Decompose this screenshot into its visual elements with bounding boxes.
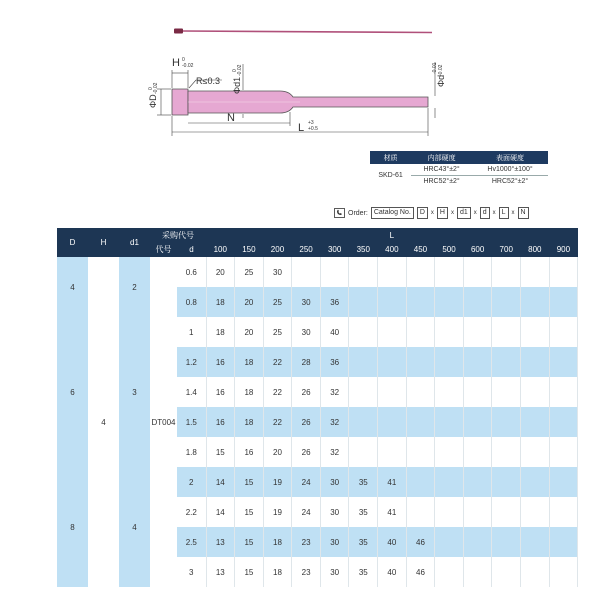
header-L-value: 800 <box>521 242 550 257</box>
order-L: L <box>499 207 509 219</box>
cell-N-value: 30 <box>320 527 349 557</box>
cell-N-value <box>463 347 492 377</box>
pin-overview <box>174 29 432 34</box>
svg-text:0: 0 <box>182 57 185 63</box>
cell-N-value: 41 <box>378 467 407 497</box>
cell-N-value <box>521 407 550 437</box>
cell-N-value <box>292 257 321 287</box>
surface-hardness-header: 表面硬度 <box>472 151 548 164</box>
header-L-value: 200 <box>263 242 292 257</box>
header-L-value: 700 <box>492 242 521 257</box>
cell-N-value <box>492 347 521 377</box>
dimension-table <box>57 228 578 587</box>
svg-text:-0.02: -0.02 <box>438 64 444 76</box>
cell-N-value <box>378 257 407 287</box>
cell-N-value <box>378 287 407 317</box>
cell-N-value <box>492 317 521 347</box>
label-N: N <box>227 112 235 124</box>
cell-d1: 2 <box>119 257 150 317</box>
cell-N-value <box>521 317 550 347</box>
cell-N-value: 20 <box>263 437 292 467</box>
cell-N-value <box>521 437 550 467</box>
cell-N-value <box>492 407 521 437</box>
cell-N-value: 18 <box>206 317 235 347</box>
cell-N-value: 24 <box>292 497 321 527</box>
cell-N-value <box>463 377 492 407</box>
cell-N-value: 28 <box>292 347 321 377</box>
cell-N-value <box>435 497 464 527</box>
cell-N-value <box>349 407 378 437</box>
cell-N-value <box>378 377 407 407</box>
cell-N-value <box>492 377 521 407</box>
table-row <box>57 317 578 347</box>
cell-N-value <box>492 527 521 557</box>
cell-N-value: 22 <box>263 347 292 377</box>
cell-N-value <box>378 347 407 377</box>
cell-N-value <box>549 467 578 497</box>
cell-N-value: 20 <box>235 317 264 347</box>
order-N: N <box>518 207 529 219</box>
cell-N-value <box>435 317 464 347</box>
cell-N-value <box>549 347 578 377</box>
cell-N-value <box>492 437 521 467</box>
header-L-value: 900 <box>549 242 578 257</box>
order-d: d <box>480 207 490 219</box>
header-L-value: 400 <box>378 242 407 257</box>
cell-N-value <box>549 377 578 407</box>
material-header: 材质 <box>370 151 411 164</box>
cell-N-value <box>378 317 407 347</box>
header-D: D <box>57 228 88 257</box>
cell-d: 1 <box>177 317 206 347</box>
cell-N-value: 40 <box>378 527 407 557</box>
order-label: Order: <box>348 209 368 217</box>
cell-N-value: 25 <box>235 257 264 287</box>
cell-N-value: 35 <box>349 497 378 527</box>
cell-N-value: 18 <box>235 377 264 407</box>
cell-N-value: 35 <box>349 557 378 587</box>
cell-N-value <box>549 557 578 587</box>
cell-N-value <box>320 257 349 287</box>
cell-N-value <box>492 557 521 587</box>
cell-N-value: 30 <box>292 287 321 317</box>
cell-code: DT004 <box>150 257 177 587</box>
cell-N-value <box>549 437 578 467</box>
cell-D: 8 <box>57 467 88 587</box>
cell-d: 2.2 <box>177 497 206 527</box>
table-row <box>57 467 578 497</box>
cell-N-value: 30 <box>320 497 349 527</box>
label-d1: Φd1 <box>232 76 242 94</box>
cell-N-value: 16 <box>206 407 235 437</box>
header-L: L <box>206 228 578 242</box>
cell-N-value <box>492 497 521 527</box>
cell-N-value <box>549 317 578 347</box>
cell-N-value: 46 <box>406 557 435 587</box>
cell-N-value: 13 <box>206 557 235 587</box>
inner-hardness-header: 内部硬度 <box>411 151 472 164</box>
cell-N-value: 25 <box>263 287 292 317</box>
cell-N-value <box>435 527 464 557</box>
order-d1: d1 <box>457 207 471 219</box>
cell-N-value: 30 <box>320 467 349 497</box>
order-H: H <box>437 207 448 219</box>
cell-N-value <box>406 467 435 497</box>
cell-N-value: 20 <box>206 257 235 287</box>
cell-N-value: 36 <box>320 347 349 377</box>
cell-N-value: 18 <box>263 557 292 587</box>
cell-N-value: 35 <box>349 467 378 497</box>
material-value: SKD-61 <box>378 172 403 179</box>
cell-N-value <box>435 377 464 407</box>
cell-N-value: 25 <box>263 317 292 347</box>
cell-N-value: 24 <box>292 467 321 497</box>
cell-N-value <box>463 257 492 287</box>
cell-N-value <box>521 377 550 407</box>
cell-N-value <box>406 437 435 467</box>
cell-N-value <box>463 557 492 587</box>
svg-text:-0.02: -0.02 <box>237 64 243 76</box>
header-L-value: 350 <box>349 242 378 257</box>
cell-N-value <box>435 407 464 437</box>
pin-detail <box>172 89 428 115</box>
svg-text:+0.5: +0.5 <box>308 126 318 132</box>
material-table <box>370 151 548 187</box>
cell-N-value: 19 <box>263 497 292 527</box>
header-L-value: 500 <box>435 242 464 257</box>
cell-N-value <box>549 527 578 557</box>
header-d1: d1 <box>119 228 150 257</box>
cell-N-value: 13 <box>206 527 235 557</box>
cell-N-value: 23 <box>292 557 321 587</box>
cell-N-value <box>549 497 578 527</box>
cell-N-value <box>463 527 492 557</box>
cell-d: 0.6 <box>177 257 206 287</box>
label-D: ΦD <box>148 94 158 108</box>
header-purchase-code: 采购代号 <box>150 228 206 242</box>
cell-d: 1.8 <box>177 437 206 467</box>
cell-N-value <box>521 347 550 377</box>
svg-text:0: 0 <box>232 69 238 72</box>
cell-N-value: 14 <box>206 497 235 527</box>
cell-d: 2.5 <box>177 527 206 557</box>
cell-N-value <box>349 377 378 407</box>
cell-D: 6 <box>57 317 88 467</box>
cell-d: 1.2 <box>177 347 206 377</box>
cell-d: 1.5 <box>177 407 206 437</box>
cell-N-value <box>521 527 550 557</box>
cell-N-value <box>463 317 492 347</box>
cell-N-value: 40 <box>378 557 407 587</box>
header-L-value: 450 <box>406 242 435 257</box>
cell-N-value: 30 <box>292 317 321 347</box>
cell-N-value <box>463 467 492 497</box>
label-d: Φd <box>436 74 446 87</box>
cell-d: 3 <box>177 557 206 587</box>
order-catalog-no: Catalog No. <box>371 207 414 219</box>
cell-N-value: 30 <box>263 257 292 287</box>
cell-N-value: 26 <box>292 437 321 467</box>
cell-N-value: 19 <box>263 467 292 497</box>
cell-N-value <box>549 407 578 437</box>
cell-N-value <box>521 497 550 527</box>
cell-N-value <box>349 257 378 287</box>
cell-d: 0.8 <box>177 287 206 317</box>
cell-N-value: 23 <box>292 527 321 557</box>
cell-N-value <box>521 257 550 287</box>
cell-N-value <box>435 437 464 467</box>
cell-N-value: 15 <box>235 467 264 497</box>
cell-d: 1.4 <box>177 377 206 407</box>
cell-N-value: 16 <box>235 437 264 467</box>
cell-d: 2 <box>177 467 206 497</box>
cell-N-value <box>435 257 464 287</box>
cell-N-value <box>406 347 435 377</box>
cell-N-value: 15 <box>235 497 264 527</box>
cell-N-value: 15 <box>235 527 264 557</box>
svg-text:-0.02: -0.02 <box>182 63 194 69</box>
svg-text:-0.02: -0.02 <box>153 82 159 94</box>
cell-N-value: 20 <box>235 287 264 317</box>
cell-N-value <box>549 257 578 287</box>
header-L-value: 100 <box>206 242 235 257</box>
cell-N-value <box>463 437 492 467</box>
cell-N-value: 26 <box>292 407 321 437</box>
cell-N-value: 14 <box>206 467 235 497</box>
cell-N-value: 22 <box>263 377 292 407</box>
cell-d1: 3 <box>119 317 150 467</box>
cell-N-value: 15 <box>235 557 264 587</box>
cell-N-value <box>549 287 578 317</box>
inner-hardness-value: HRC52°±2° <box>411 176 472 188</box>
label-R: R≤0.3 <box>196 76 220 86</box>
surface-hardness-value: Hv1000°±100° <box>487 166 533 173</box>
cell-N-value: 32 <box>320 407 349 437</box>
cell-N-value <box>406 257 435 287</box>
cell-N-value: 41 <box>378 497 407 527</box>
cell-N-value <box>521 467 550 497</box>
cell-N-value <box>349 347 378 377</box>
cell-N-value <box>349 317 378 347</box>
cell-N-value: 30 <box>320 557 349 587</box>
cell-N-value: 16 <box>206 377 235 407</box>
cell-N-value <box>492 287 521 317</box>
cell-N-value: 32 <box>320 437 349 467</box>
header-H: H <box>88 228 119 257</box>
cell-H: 4 <box>88 257 119 587</box>
header-L-value: 300 <box>320 242 349 257</box>
inner-hardness-value: HRC43°±2° <box>423 166 460 173</box>
header-L-value: 250 <box>292 242 321 257</box>
order-format: Order: Catalog No. D x H x d1 x d x L x N <box>333 207 529 219</box>
cell-N-value: 15 <box>206 437 235 467</box>
cell-N-value <box>435 287 464 317</box>
cell-D: 4 <box>57 257 88 317</box>
svg-text:+3: +3 <box>308 120 314 126</box>
cell-N-value: 18 <box>263 527 292 557</box>
cell-N-value <box>463 407 492 437</box>
label-L: L <box>298 122 305 134</box>
cell-N-value <box>406 407 435 437</box>
svg-text:0: 0 <box>148 87 154 90</box>
header-code: 代号 <box>150 242 177 257</box>
cell-N-value <box>463 287 492 317</box>
cell-N-value <box>435 557 464 587</box>
cell-N-value <box>492 257 521 287</box>
cell-N-value <box>435 467 464 497</box>
cell-N-value <box>521 557 550 587</box>
label-H: H <box>172 57 180 69</box>
cell-N-value <box>406 287 435 317</box>
cell-N-value: 18 <box>235 347 264 377</box>
cell-N-value <box>406 317 435 347</box>
cell-N-value <box>492 467 521 497</box>
cell-N-value <box>406 377 435 407</box>
cell-N-value <box>521 287 550 317</box>
cell-N-value: 46 <box>406 527 435 557</box>
cell-N-value: 16 <box>206 347 235 377</box>
cell-d1: 4 <box>119 467 150 587</box>
cell-N-value: 32 <box>320 377 349 407</box>
cell-N-value <box>378 437 407 467</box>
cell-N-value: 18 <box>235 407 264 437</box>
cell-N-value <box>349 437 378 467</box>
header-L-value: 600 <box>463 242 492 257</box>
cell-N-value: 40 <box>320 317 349 347</box>
phone-icon <box>333 208 345 218</box>
cell-N-value: 22 <box>263 407 292 437</box>
surface-hardness-value: HRC52°±2° <box>472 176 548 188</box>
svg-text:-0.01: -0.01 <box>432 62 438 74</box>
cell-N-value: 35 <box>349 527 378 557</box>
header-d: d <box>177 242 206 257</box>
order-D: D <box>417 207 428 219</box>
header-L-value: 150 <box>235 242 264 257</box>
cell-N-value: 36 <box>320 287 349 317</box>
cell-N-value <box>435 347 464 377</box>
cell-N-value <box>378 407 407 437</box>
cell-N-value: 18 <box>206 287 235 317</box>
table-row <box>57 257 578 287</box>
cell-N-value <box>463 497 492 527</box>
cell-N-value <box>406 497 435 527</box>
cell-N-value <box>349 287 378 317</box>
cell-N-value: 26 <box>292 377 321 407</box>
